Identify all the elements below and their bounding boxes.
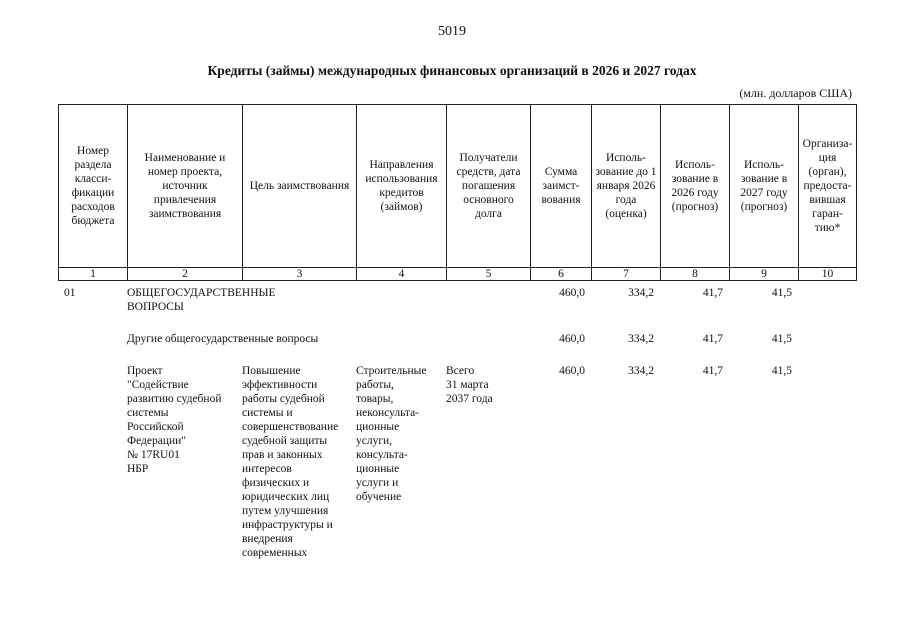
cell-directions: [356, 286, 446, 332]
document-title: Кредиты (займы) международных финансовых организаций в 2026 и 2027 годах: [207, 63, 697, 78]
cell-usage-2027: 41,5: [771, 287, 792, 299]
header-usage-2026: Исполь- зование в 2026 году (прогноз): [661, 105, 730, 268]
column-number: 10: [799, 268, 857, 281]
cell-section: 01: [64, 287, 76, 299]
cell-recipients: Всего 31 марта 2037 года: [446, 365, 493, 405]
cell-usage-2026: 41,7: [702, 365, 723, 377]
cell-usage-2026: 41,7: [702, 287, 723, 299]
column-number: 8: [661, 268, 730, 281]
column-number: 4: [357, 268, 447, 281]
header-project-name: Наименование и номер проекта, источник привлечения заимствования: [128, 105, 243, 268]
cell-usage-2027: 41,5: [771, 365, 792, 377]
table-row: [58, 364, 856, 560]
column-number: 2: [128, 268, 243, 281]
header-section-number: Номер раздела класси- фикации расходов бюджета: [59, 105, 128, 268]
header-guarantor: Организа- ция (орган), предоста- вившая гаран- тию*: [799, 105, 857, 268]
header-purpose: Цель заимствования: [243, 105, 357, 268]
cell-usage-before-2026: 334,2: [628, 365, 654, 377]
cell-amount: 460,0: [559, 365, 585, 377]
cell-recipients: [446, 286, 530, 332]
header-recipients: Получатели средств, дата погашения основного долга: [447, 105, 531, 268]
column-number: 5: [447, 268, 531, 281]
cell-usage-before-2026: 334,2: [628, 333, 654, 345]
column-number: 1: [59, 268, 128, 281]
column-number: 6: [531, 268, 592, 281]
column-number: 7: [592, 268, 661, 281]
cell-directions: Строительные работы, товары, неконсульта- ционные услуги, консульта- ционные услуги и обучение: [356, 365, 427, 503]
cell-amount: 460,0: [559, 287, 585, 299]
cell-section: [58, 364, 127, 560]
column-number: 9: [730, 268, 799, 281]
header-usage-2027: Исполь- зование в 2027 году (прогноз): [730, 105, 799, 268]
table-row: [58, 286, 856, 332]
cell-guarantor: [798, 364, 856, 560]
cell-amount: 460,0: [559, 333, 585, 345]
header-usage-before-2026: Исполь- зование до 1 января 2026 года (оценка): [592, 105, 661, 268]
cell-project: Проект "Содействие развитию судебной системы Российской Федерации" № 17RU01 НБР: [127, 365, 222, 475]
unit-label: (млн. долларов США): [739, 86, 852, 100]
cell-project: Другие общегосударственные вопросы: [127, 333, 319, 345]
cell-project: ОБЩЕГОСУДАРСТВЕННЫЕ ВОПРОСЫ: [127, 287, 276, 313]
page-number: 5019: [438, 24, 466, 39]
header-loan-amount: Сумма заимст- вования: [531, 105, 592, 268]
table-header: [58, 104, 857, 281]
column-number: 3: [243, 268, 357, 281]
table-row: [58, 332, 856, 364]
header-usage-directions: Направления использования кредитов (займов): [357, 105, 447, 268]
cell-guarantor: [798, 286, 856, 332]
cell-usage-before-2026: 334,2: [628, 287, 654, 299]
cell-section: [58, 332, 127, 364]
table-body: [58, 286, 856, 560]
cell-usage-2026: 41,7: [702, 333, 723, 345]
cell-usage-2027: 41,5: [771, 333, 792, 345]
cell-purpose: Повышение эффективности работы судебной системы и совершенствование судебной защиты прав и законных интересов физических и юридических лиц путем улучшения инфраструктуры и внедрения современных: [242, 365, 339, 559]
cell-guarantor: [798, 332, 856, 364]
